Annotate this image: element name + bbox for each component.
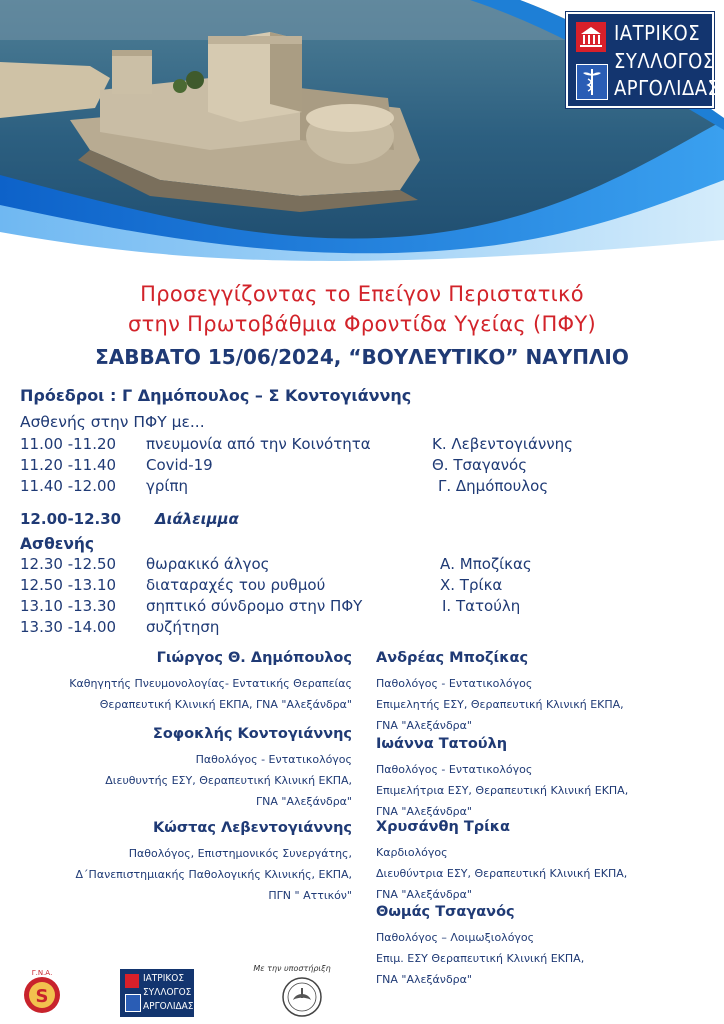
speaker-bio xyxy=(376,649,624,736)
slot-topic: συζήτηση xyxy=(146,618,220,636)
logo-red-square xyxy=(576,22,606,52)
speaker-bio-line: Επιμ. ΕΣΥ Θεραπευτική Κλινική ΕΚΠΑ, xyxy=(376,952,585,965)
programme-slot xyxy=(20,576,700,596)
speaker-bio-line: Επιμελητής ΕΣΥ, Θεραπευτική Κλινική ΕΚΠΑ, xyxy=(376,698,624,711)
logo-blue-square xyxy=(576,64,608,100)
programme-slot xyxy=(20,435,700,455)
logo-word-1: ΙΑΤΡΙΚΟΣ xyxy=(143,973,185,984)
speaker-name: Ιωάννα Τατούλη xyxy=(376,736,508,752)
slot-speaker: Κ. Λεβεντογιάννης xyxy=(432,435,573,453)
speaker-bio-line: ΓΝΑ "Αλεξάνδρα" xyxy=(376,973,472,986)
slot-topic: Covid-19 xyxy=(146,456,213,474)
session-1-heading: Ασθενής στην ΠΦΥ με... xyxy=(20,413,205,431)
slot-time: 12.50 -13.10 xyxy=(20,576,117,594)
slot-topic: θωρακικό άλγος xyxy=(146,555,270,573)
support-caption: Με την υποστήριξη xyxy=(253,964,331,973)
caduceus-icon xyxy=(577,65,607,99)
slot-speaker: Ι. Τατούλη xyxy=(442,597,521,615)
logo-blue-square xyxy=(125,994,141,1012)
event-date-venue: ΣΑΒΒΑΤΟ 15/06/2024, “ΒΟΥΛΕΥΤΙΚΟ” ΝΑΥΠΛΙΟ xyxy=(95,345,629,369)
speaker-bio-line: Θεραπευτική Κλινική ΕΚΠΑ, ΓΝΑ "Αλεξάνδρα" xyxy=(99,698,352,711)
logo-word-2: ΣΥΛΛΟΓΟΣ xyxy=(143,987,192,998)
speaker-bio-line: ΓΝΑ "Αλεξάνδρα" xyxy=(376,805,472,818)
speaker-bio-line: ΓΝΑ "Αλεξάνδρα" xyxy=(256,795,352,808)
slot-speaker: Θ. Τσαγανός xyxy=(432,456,528,474)
logo-word-1: ΙΑΤΡΙΚΟΣ xyxy=(614,21,701,45)
speaker-bio-line: Παθολόγος - Εντατικολόγος xyxy=(195,753,352,766)
event-title-line-2: στην Πρωτοβάθμια Φροντίδα Υγείας (ΠΦΥ) xyxy=(128,312,596,336)
slot-topic: πνευμονία από την Κοινότητα xyxy=(146,435,371,453)
speaker-bio-line: ΠΓΝ " Αττικόν" xyxy=(268,889,352,902)
logo-red-square xyxy=(125,974,139,988)
speaker-bio xyxy=(105,725,352,812)
society-logo-small xyxy=(120,969,194,1017)
speaker-name: Θωμάς Τσαγανός xyxy=(376,904,515,920)
speaker-bio-line: ΓΝΑ "Αλεξάνδρα" xyxy=(376,719,472,732)
slot-time: 11.00 -11.20 xyxy=(20,435,117,453)
temple-icon xyxy=(576,22,606,52)
slot-time: 13.10 -13.30 xyxy=(20,597,117,615)
speaker-bio xyxy=(376,818,627,905)
sponsor-seal-logo xyxy=(281,976,323,1018)
speaker-bio-line: Καθηγητής Πνευμονολογίας- Εντατικής Θεραπείας xyxy=(69,677,352,690)
slot-topic: γρίπη xyxy=(146,477,189,495)
break-label: Διάλειμμα xyxy=(155,510,239,528)
slot-speaker: Χ. Τρίκα xyxy=(440,576,503,594)
slot-topic: διαταραχές του ρυθμού xyxy=(146,576,326,594)
event-title-line-1: Προσεγγίζοντας το Επείγον Περιστατικό xyxy=(140,282,584,306)
programme-slot xyxy=(20,477,700,497)
svg-text:S: S xyxy=(35,986,49,1007)
programme-slot xyxy=(20,456,700,476)
slot-topic: σηπτικό σύνδρομο στην ΠΦΥ xyxy=(146,597,363,615)
gna-label: Γ.Ν.Α. xyxy=(31,969,53,977)
speaker-name: Ανδρέας Μποζίκας xyxy=(376,650,529,666)
speaker-bio-line: Παθολόγος – Λοιμωξιολόγος xyxy=(376,931,535,944)
slot-time: 12.30 -12.50 xyxy=(20,555,117,573)
slot-time: 11.20 -11.40 xyxy=(20,456,117,474)
programme-slot xyxy=(20,618,700,638)
chairs-line: Πρόεδροι : Γ Δημόπουλος – Σ Κοντογιάννης xyxy=(20,386,412,405)
speaker-bio-line: Διευθυντής ΕΣΥ, Θεραπευτική Κλινική ΕΚΠΑ, xyxy=(105,774,352,787)
logo-word-3: ΑΡΓΟΛΙΔΑΣ xyxy=(143,1001,194,1012)
session-2-heading: Ασθενής xyxy=(20,535,95,553)
speaker-bio xyxy=(376,735,628,822)
speaker-bio-line: Καρδιολόγος xyxy=(376,846,448,859)
slot-time: 11.40 -12.00 xyxy=(20,477,117,495)
speaker-bio xyxy=(69,649,352,715)
speaker-bio-line: Παθολόγος - Εντατικολόγος xyxy=(376,763,533,776)
speaker-name: Γιώργος Θ. Δημόπουλος xyxy=(156,650,352,666)
programme-slot xyxy=(20,555,700,575)
gna-logo xyxy=(18,966,66,1016)
speaker-name: Κώστας Λεβεντογιάννης xyxy=(153,820,352,836)
speaker-bio-line: Επιμελήτρια ΕΣΥ, Θεραπευτική Κλινική ΕΚΠΑ, xyxy=(376,784,629,797)
slot-speaker: Γ. Δημόπουλος xyxy=(438,477,549,495)
slot-speaker: Α. Μποζίκας xyxy=(440,555,532,573)
speaker-name: Σοφοκλής Κοντογιάννης xyxy=(152,726,352,742)
speaker-bio-line: Παθολόγος - Εντατικολόγος xyxy=(376,677,533,690)
logo-word-3: ΑΡΓΟΛΙΔΑΣ xyxy=(614,76,720,100)
speaker-bio-line: ΓΝΑ "Αλεξάνδρα" xyxy=(376,888,472,901)
logo-word-2: ΣΥΛΛΟΓΟΣ xyxy=(614,49,715,73)
speaker-bio-line: Παθολόγος, Επιστημονικός Συνεργάτης, xyxy=(128,847,352,860)
programme-slot xyxy=(20,597,700,617)
speaker-bio-line: Διευθύντρια ΕΣΥ, Θεραπευτική Κλινική ΕΚΠΑ, xyxy=(376,867,628,880)
speaker-name: Χρυσάνθη Τρίκα xyxy=(376,819,510,835)
society-logo xyxy=(566,12,720,108)
speaker-bio-line: Δ΄Πανεπιστημιακής Παθολογικής Κλινικής, ΕΚΠΑ, xyxy=(75,868,352,881)
break-time: 12.00-12.30 xyxy=(20,510,122,528)
speaker-bio xyxy=(376,903,584,990)
slot-time: 13.30 -14.00 xyxy=(20,618,117,636)
speaker-bio xyxy=(76,819,352,906)
